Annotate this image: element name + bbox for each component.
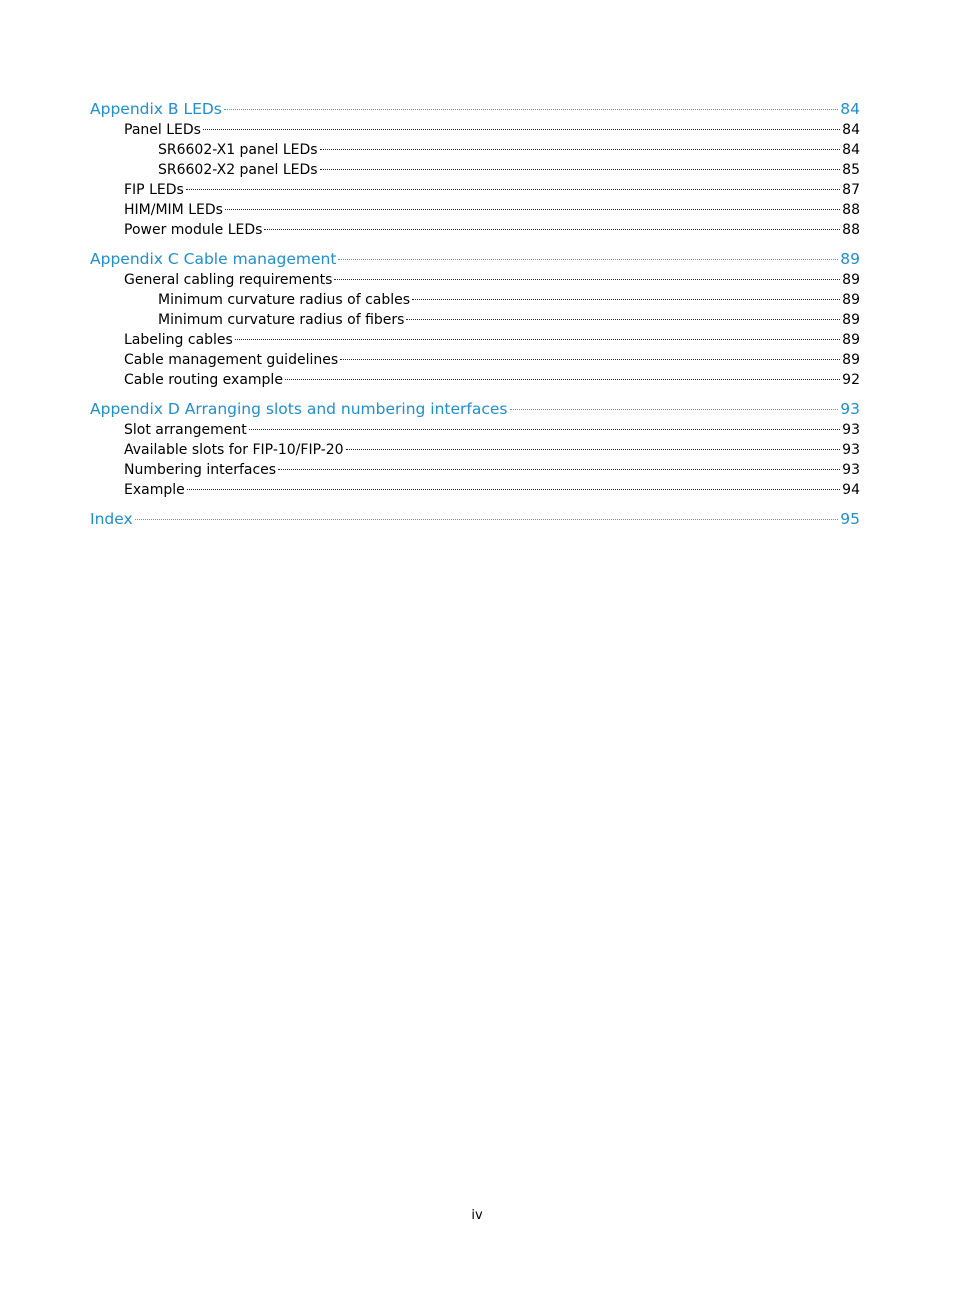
toc-entry-available-slots[interactable] (90, 440, 860, 460)
toc-entry-page: 93 (840, 400, 860, 418)
toc-entry-fip-leds[interactable] (90, 180, 860, 200)
toc-entry-title: Panel LEDs (124, 122, 201, 138)
toc-entry-page: 84 (840, 100, 860, 118)
toc-entry-title: Available slots for FIP-10/FIP-20 (124, 442, 344, 458)
dot-leader (203, 128, 840, 130)
dot-leader (320, 168, 841, 170)
toc-entry-page: 84 (842, 122, 860, 138)
toc-entry-page: 93 (842, 462, 860, 478)
dot-leader (249, 428, 840, 430)
toc-entry-page: 87 (842, 182, 860, 198)
toc-entry-appendix-d[interactable] (90, 399, 860, 420)
dot-leader (225, 208, 840, 210)
toc-entry-cable-management-guidelines[interactable] (90, 350, 860, 370)
toc-entry-title: SR6602-X2 panel LEDs (158, 162, 318, 178)
toc-entry-page: 89 (842, 312, 860, 328)
toc-entry-title: Cable routing example (124, 372, 283, 388)
toc-entry-title: Appendix B LEDs (90, 100, 222, 118)
dot-leader (187, 488, 840, 490)
toc-entry-min-curvature-fibers[interactable] (90, 310, 860, 330)
dot-leader (406, 318, 840, 320)
toc-entry-title: Labeling cables (124, 332, 233, 348)
dot-leader (338, 258, 838, 260)
toc-entry-panel-leds[interactable] (90, 120, 860, 140)
toc-entry-page: 94 (842, 482, 860, 498)
toc-entry-page: 89 (842, 352, 860, 368)
table-of-contents (90, 99, 860, 530)
toc-entry-title: HIM/MIM LEDs (124, 202, 223, 218)
toc-entry-page: 85 (842, 162, 860, 178)
dot-leader (412, 298, 840, 300)
toc-entry-numbering-interfaces[interactable] (90, 460, 860, 480)
toc-entry-sr6602-x2-panel-leds[interactable] (90, 160, 860, 180)
dot-leader (285, 378, 840, 380)
dot-leader (135, 518, 839, 520)
toc-entry-title: Index (90, 510, 133, 528)
toc-entry-page: 88 (842, 222, 860, 238)
toc-entry-appendix-c[interactable] (90, 249, 860, 270)
toc-entry-page: 95 (840, 510, 860, 528)
dot-leader (186, 188, 840, 190)
toc-entry-general-cabling-requirements[interactable] (90, 270, 860, 290)
toc-entry-title: SR6602-X1 panel LEDs (158, 142, 318, 158)
toc-entry-title: Cable management guidelines (124, 352, 339, 368)
page-number: iv (471, 1208, 483, 1223)
toc-entry-slot-arrangement[interactable] (90, 420, 860, 440)
toc-entry-title: Slot arrangement (124, 422, 247, 438)
toc-entry-min-curvature-cables[interactable] (90, 290, 860, 310)
toc-entry-title: Minimum curvature radius of cables (158, 292, 411, 308)
toc-entry-page: 92 (842, 372, 860, 388)
toc-entry-page: 89 (842, 272, 860, 288)
toc-entry-index[interactable] (90, 509, 860, 530)
toc-entry-cable-routing-example[interactable] (90, 370, 860, 390)
toc-entry-page: 89 (840, 250, 860, 268)
toc-entry-example[interactable] (90, 480, 860, 500)
toc-entry-page: 84 (842, 142, 860, 158)
toc-entry-power-module-leds[interactable] (90, 220, 860, 240)
toc-entry-page: 89 (842, 292, 860, 308)
dot-leader (264, 228, 840, 230)
toc-entry-page: 93 (842, 422, 860, 438)
toc-entry-labeling-cables[interactable] (90, 330, 860, 350)
toc-entry-title: FIP LEDs (124, 182, 184, 198)
toc-entry-page: 88 (842, 202, 860, 218)
toc-entry-title: Power module LEDs (124, 222, 263, 238)
dot-leader (278, 468, 840, 470)
toc-entry-title: Appendix C Cable management (90, 250, 337, 268)
toc-entry-title: General cabling requirements (124, 272, 333, 288)
dot-leader (224, 108, 838, 110)
dot-leader (346, 448, 841, 450)
dot-leader (320, 148, 841, 150)
dot-leader (340, 358, 840, 360)
toc-entry-him-mim-leds[interactable] (90, 200, 860, 220)
toc-entry-page: 93 (842, 442, 860, 458)
toc-entry-title: Example (124, 482, 185, 498)
toc-entry-sr6602-x1-panel-leds[interactable] (90, 140, 860, 160)
dot-leader (334, 278, 840, 280)
toc-entry-title: Minimum curvature radius of fibers (158, 312, 405, 328)
toc-entry-appendix-b[interactable] (90, 99, 860, 120)
dot-leader (510, 408, 839, 410)
toc-entry-title: Numbering interfaces (124, 462, 277, 478)
toc-entry-page: 89 (842, 332, 860, 348)
toc-entry-title: Appendix D Arranging slots and numbering interfaces (90, 400, 508, 418)
dot-leader (235, 338, 840, 340)
